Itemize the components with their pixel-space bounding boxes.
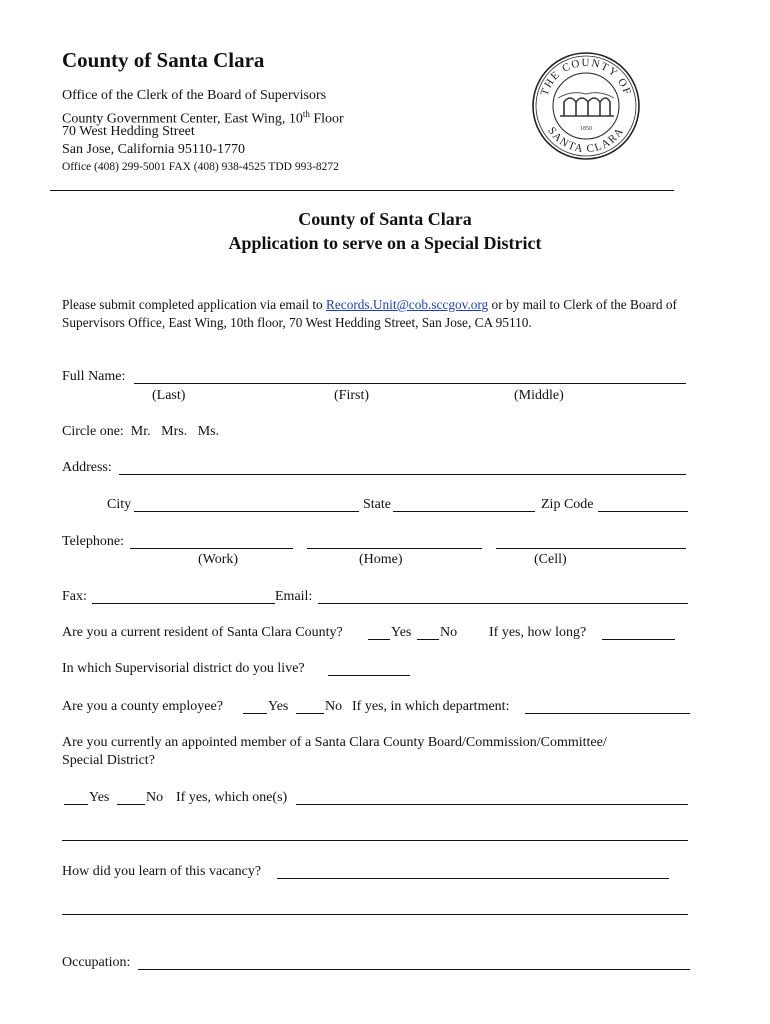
address-input[interactable] <box>119 474 686 475</box>
instructions-post: or by mail to Clerk of the Board of <box>488 297 677 312</box>
header-contact: Office (408) 299-5001 FAX (408) 938-4525 TDD 993-8272 <box>62 161 339 173</box>
header-street: 70 West Hedding Street <box>62 124 195 139</box>
header-city: San Jose, California 95110-1770 <box>62 142 246 157</box>
full-name-label: Full Name: <box>62 369 126 384</box>
seal-year: 1850 <box>580 126 592 132</box>
county-seal <box>530 50 642 162</box>
header-divider <box>50 190 674 191</box>
vacancy-input[interactable] <box>277 878 669 879</box>
header-office: Office of the Clerk of the Board of Supervisors <box>62 88 327 103</box>
appointed-no-label: No <box>146 790 164 805</box>
district-input[interactable] <box>328 675 410 676</box>
which-ones-label: If yes, which one(s) <box>176 790 288 805</box>
home-phone-input[interactable] <box>307 548 482 549</box>
instructions-line2: Supervisors Office, East Wing, 10th floor, 70 West Hedding Street, San Jose, CA 95110. <box>62 315 532 330</box>
how-long-input[interactable] <box>602 639 675 640</box>
state-label: State <box>363 497 391 512</box>
header-address-post: Floor <box>309 111 344 127</box>
employee-no-input[interactable] <box>296 713 324 714</box>
instructions-pre: Please submit completed application via email to <box>62 297 327 312</box>
records-email-link[interactable]: Records.Unit@cob.sccgov.org <box>326 297 489 312</box>
resident-yes-input[interactable] <box>368 639 390 640</box>
employee-yes-input[interactable] <box>243 713 267 714</box>
appointed-yes-label: Yes <box>89 790 110 805</box>
cell-caption: (Cell) <box>534 552 567 567</box>
first-name-caption: (First) <box>334 388 369 403</box>
occupation-input[interactable] <box>138 969 690 970</box>
appointed-yes-input[interactable] <box>64 804 88 805</box>
header-address-sup: th <box>302 109 310 119</box>
employee-yes-label: Yes <box>268 699 289 714</box>
appointed-no-input[interactable] <box>117 804 145 805</box>
employee-question: Are you a county employee? <box>62 699 223 714</box>
vacancy-extra-line[interactable] <box>62 914 688 915</box>
fax-input[interactable] <box>92 603 275 604</box>
salutation-choice[interactable]: Circle one: Mr. Mrs. Ms. <box>62 424 220 439</box>
resident-no-input[interactable] <box>417 639 439 640</box>
full-name-input[interactable] <box>134 383 686 384</box>
middle-name-caption: (Middle) <box>514 388 564 403</box>
email-input[interactable] <box>318 603 688 604</box>
work-phone-input[interactable] <box>130 548 293 549</box>
last-name-caption: (Last) <box>152 388 186 403</box>
zip-input[interactable] <box>598 511 688 512</box>
address-label: Address: <box>62 460 112 475</box>
department-label: If yes, in which department: <box>352 699 510 714</box>
district-question: In which Supervisorial district do you live? <box>62 661 305 676</box>
occupation-label: Occupation: <box>62 955 131 970</box>
zip-label: Zip Code <box>541 497 594 512</box>
resident-yes-label: Yes <box>391 625 412 640</box>
header-title: County of Santa Clara <box>62 48 265 72</box>
seal-bottom-text: SANTA CLARA <box>545 124 627 156</box>
cell-phone-input[interactable] <box>496 548 686 549</box>
department-input[interactable] <box>525 713 690 714</box>
state-input[interactable] <box>393 511 535 512</box>
telephone-label: Telephone: <box>62 534 124 549</box>
fax-label: Fax: <box>62 589 87 604</box>
email-label: Email: <box>275 589 313 604</box>
vacancy-question: How did you learn of this vacancy? <box>62 864 262 879</box>
resident-question: Are you a current resident of Santa Clara County? <box>62 625 343 640</box>
svg-text:THE COUNTY OF <box>539 57 634 97</box>
employee-no-label: No <box>325 699 343 714</box>
form-subtitle: Application to serve on a Special District <box>228 233 542 253</box>
appointed-question-line1: Are you currently an appointed member of a Santa Clara County Board/Commission/Committee/ <box>62 735 607 750</box>
which-ones-input[interactable] <box>296 804 688 805</box>
resident-no-label: No <box>440 625 458 640</box>
which-ones-extra-line[interactable] <box>62 840 688 841</box>
instructions-line1 <box>62 297 677 313</box>
seal-top-text: THE COUNTY OF <box>538 56 634 98</box>
header-address-pre: County Government Center, East Wing, 10 <box>62 111 303 127</box>
work-caption: (Work) <box>198 552 239 567</box>
how-long-label: If yes, how long? <box>489 625 587 640</box>
home-caption: (Home) <box>359 552 403 567</box>
appointed-question-line2: Special District? <box>62 753 155 768</box>
city-input[interactable] <box>134 511 359 512</box>
form-title: County of Santa Clara <box>298 209 472 229</box>
city-label: City <box>107 497 132 512</box>
